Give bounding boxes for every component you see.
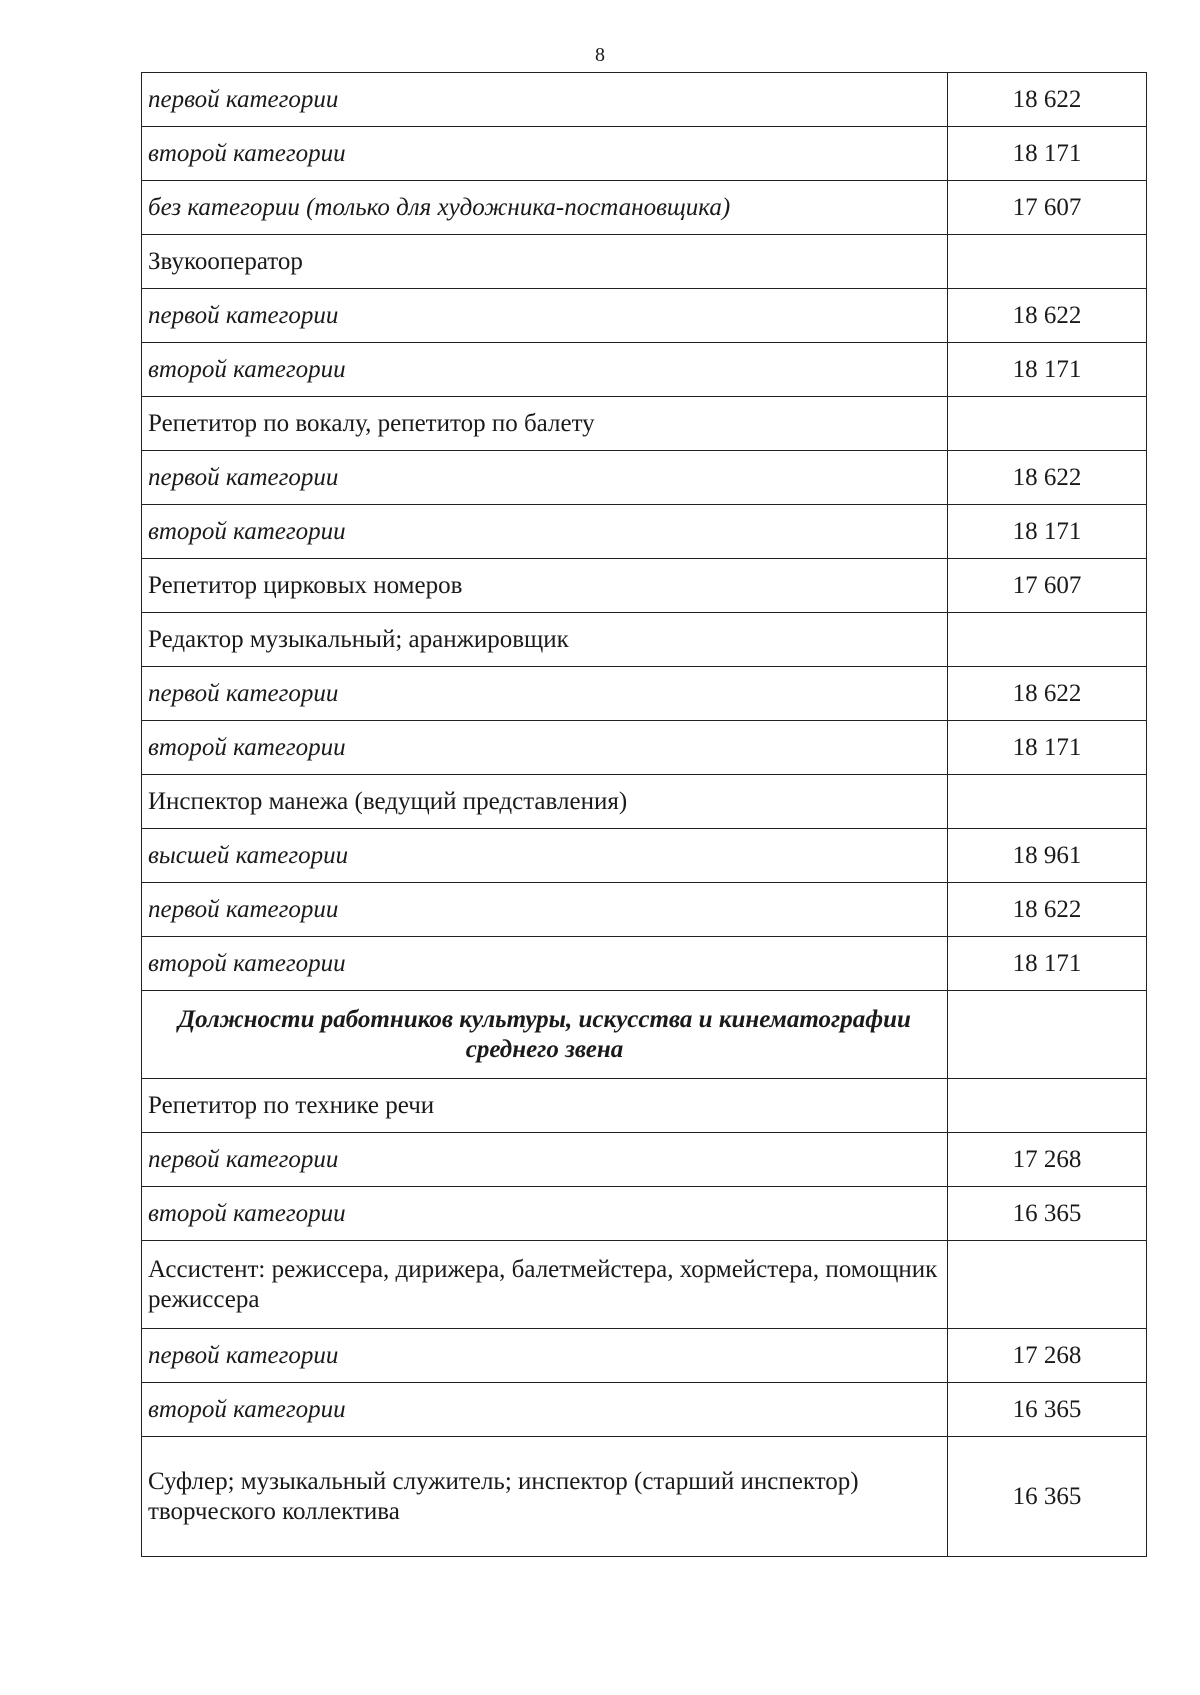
position-category-cell: высшей категории	[142, 829, 948, 883]
table-row	[142, 1383, 1147, 1437]
table-row	[142, 451, 1147, 505]
position-title-cell: Инспектор манежа (ведущий представления)	[142, 775, 948, 829]
salary-value-cell: 18 622	[948, 289, 1147, 343]
position-title-cell: Редактор музыкальный; аранжировщик	[142, 613, 948, 667]
table-row	[142, 181, 1147, 235]
position-category-cell: второй категории	[142, 127, 948, 181]
position-category-cell: второй категории	[142, 505, 948, 559]
salary-value-cell: 18 622	[948, 451, 1147, 505]
table-row	[142, 1079, 1147, 1133]
table-row	[142, 1329, 1147, 1383]
salary-value-cell	[948, 613, 1147, 667]
table-row	[142, 937, 1147, 991]
position-category-cell: второй категории	[142, 1383, 948, 1437]
position-category-cell: первой категории	[142, 1329, 948, 1383]
table-row	[142, 613, 1147, 667]
salary-value-cell	[948, 775, 1147, 829]
table-row	[142, 343, 1147, 397]
salary-value-cell: 16 365	[948, 1437, 1147, 1557]
salary-value-cell: 18 622	[948, 883, 1147, 937]
salary-value-cell: 17 268	[948, 1133, 1147, 1187]
salary-table	[141, 72, 1147, 1557]
table-row	[142, 883, 1147, 937]
table-row	[142, 127, 1147, 181]
table-row	[142, 505, 1147, 559]
position-category-cell: первой категории	[142, 1133, 948, 1187]
table-row	[142, 1437, 1147, 1557]
table-row	[142, 397, 1147, 451]
position-title-cell: Репетитор цирковых номеров	[142, 559, 948, 613]
salary-value-cell	[948, 235, 1147, 289]
salary-value-cell: 18 622	[948, 667, 1147, 721]
position-title-cell: Ассистент: режиссера, дирижера, балетмейстера, хормейстера, помощник режиссера	[142, 1241, 948, 1329]
position-category-cell: первой категории	[142, 451, 948, 505]
section-title-cell: Должности работников культуры, искусства и кинематографии среднего звена	[142, 991, 948, 1079]
table-row	[142, 1187, 1147, 1241]
position-title-cell: Суфлер; музыкальный служитель; инспектор (старший инспектор) творческого коллектива	[142, 1437, 948, 1557]
table-row	[142, 559, 1147, 613]
table-row	[142, 721, 1147, 775]
table-row	[142, 235, 1147, 289]
page-number: 8	[595, 44, 605, 66]
position-category-cell: без категории (только для художника-постановщика)	[142, 181, 948, 235]
salary-value-cell: 18 622	[948, 73, 1147, 127]
salary-value-cell: 18 171	[948, 937, 1147, 991]
salary-value-cell	[948, 991, 1147, 1079]
table-row	[142, 73, 1147, 127]
salary-value-cell: 17 268	[948, 1329, 1147, 1383]
position-category-cell: первой категории	[142, 289, 948, 343]
salary-value-cell: 18 171	[948, 343, 1147, 397]
salary-value-cell: 16 365	[948, 1383, 1147, 1437]
position-title-cell: Звукооператор	[142, 235, 948, 289]
position-category-cell: второй категории	[142, 343, 948, 397]
position-category-cell: второй категории	[142, 721, 948, 775]
table-row	[142, 289, 1147, 343]
salary-value-cell	[948, 1241, 1147, 1329]
table-row	[142, 829, 1147, 883]
salary-value-cell: 18 961	[948, 829, 1147, 883]
salary-value-cell: 17 607	[948, 181, 1147, 235]
position-category-cell: первой категории	[142, 667, 948, 721]
salary-value-cell: 17 607	[948, 559, 1147, 613]
salary-value-cell: 18 171	[948, 721, 1147, 775]
table-row	[142, 1241, 1147, 1329]
salary-value-cell: 18 171	[948, 127, 1147, 181]
salary-value-cell: 18 171	[948, 505, 1147, 559]
position-title-cell: Репетитор по технике речи	[142, 1079, 948, 1133]
salary-value-cell	[948, 397, 1147, 451]
position-category-cell: второй категории	[142, 1187, 948, 1241]
position-title-cell: Репетитор по вокалу, репетитор по балету	[142, 397, 948, 451]
table-row	[142, 775, 1147, 829]
table-row	[142, 667, 1147, 721]
position-category-cell: второй категории	[142, 937, 948, 991]
salary-value-cell	[948, 1079, 1147, 1133]
table-row	[142, 1133, 1147, 1187]
position-category-cell: первой категории	[142, 883, 948, 937]
salary-value-cell: 16 365	[948, 1187, 1147, 1241]
section-header-row	[142, 991, 1147, 1079]
position-category-cell: первой категории	[142, 73, 948, 127]
